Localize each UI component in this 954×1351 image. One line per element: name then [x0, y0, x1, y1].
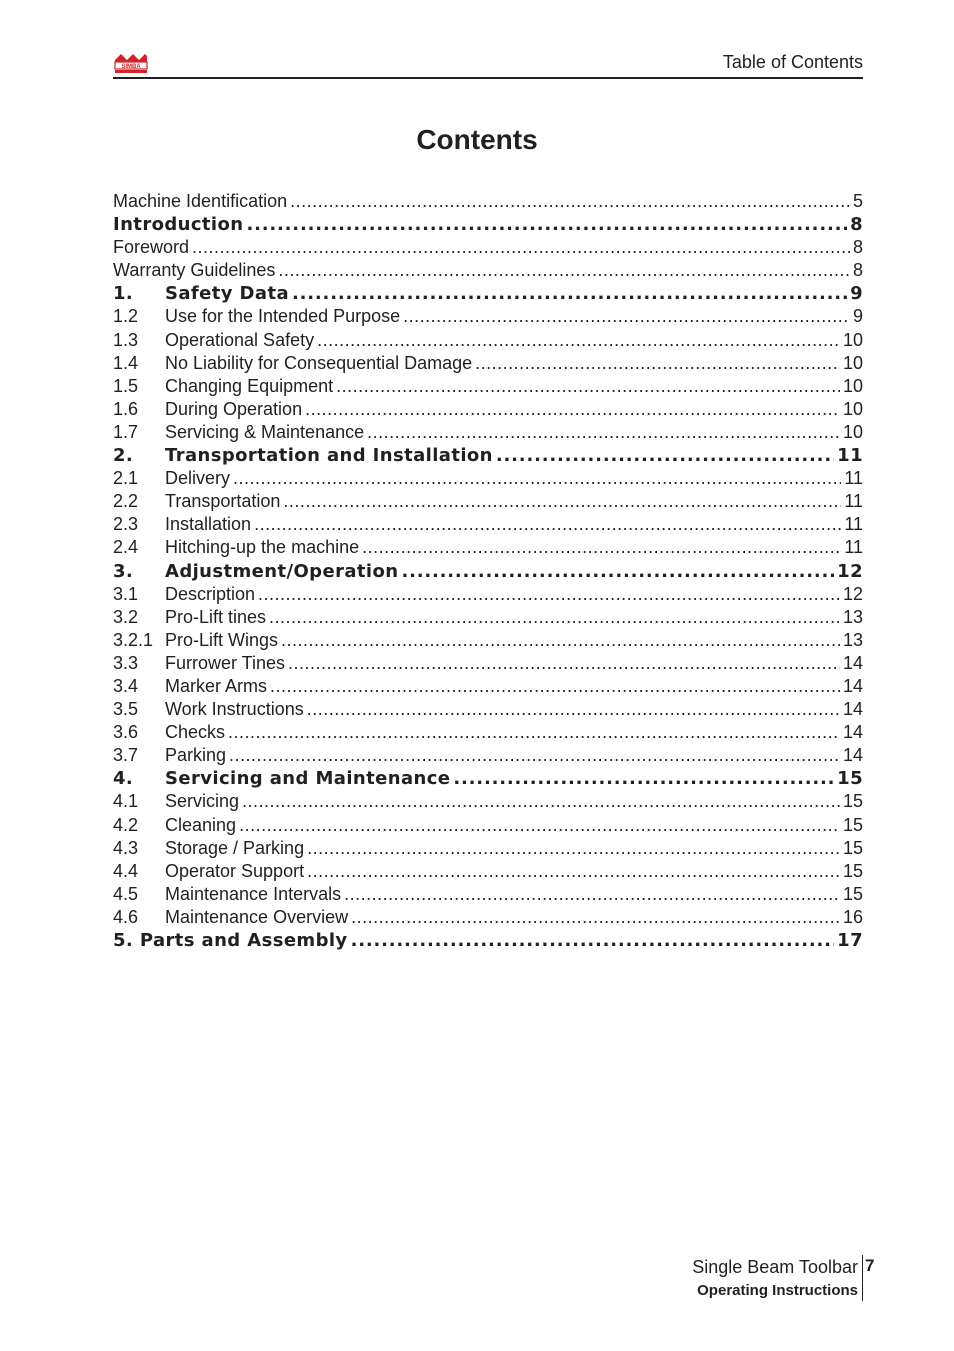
toc-entry[interactable]: [113, 467, 863, 490]
toc-entry-page: 10: [842, 375, 863, 396]
toc-entry-label: Work Instructions: [165, 699, 304, 720]
toc-entry-page: 15: [842, 814, 863, 835]
toc-entry-page: 15: [837, 768, 863, 790]
toc-leader-dots: [307, 698, 840, 721]
toc-entry-page: 12: [837, 560, 863, 582]
page-footer: [692, 1255, 863, 1303]
toc-entry-label: Description: [165, 583, 256, 604]
toc-entry-number: 2.2: [113, 491, 139, 512]
toc-entry[interactable]: [113, 583, 863, 606]
toc-leader-dots: [362, 536, 841, 559]
toc-leader-dots: [258, 583, 840, 606]
toc-entry[interactable]: [113, 490, 863, 513]
toc-entry[interactable]: [113, 698, 863, 721]
toc-entry[interactable]: [113, 259, 863, 282]
toc-entry-number: 4.3: [113, 837, 139, 858]
toc-entry-number: 4.2: [113, 814, 139, 835]
toc-leader-dots: [229, 744, 840, 767]
toc-entry-label: Installation: [165, 514, 252, 535]
toc-entry-page: 8: [850, 214, 863, 236]
toc-entry-number: 3.: [113, 560, 134, 582]
toc-entry[interactable]: [113, 282, 863, 305]
footer-product-title: Single Beam Toolbar: [692, 1257, 858, 1277]
toc-entry-label: Operator Support: [165, 860, 305, 881]
toc-entry[interactable]: [113, 837, 863, 860]
toc-entry-number: 1.7: [113, 421, 139, 442]
toc-leader-dots: [192, 236, 850, 259]
toc-entry-label: Maintenance Overview: [165, 906, 349, 927]
footer-subtitle: Operating Instructions: [697, 1282, 858, 1299]
toc-entry-label: Changing Equipment: [165, 375, 334, 396]
toc-entry[interactable]: [113, 860, 863, 883]
toc-entry-label: Transportation and Installation: [165, 445, 493, 467]
toc-entry-page: 17: [837, 930, 863, 951]
toc-entry-label: Cleaning: [165, 814, 237, 835]
toc-entry[interactable]: [113, 560, 863, 583]
toc-entry-label: 5. Parts and Assembly: [113, 930, 348, 951]
toc-leader-dots: [239, 814, 840, 837]
toc-entry-number: 4.6: [113, 906, 139, 927]
toc-entry-number: 1.2: [113, 306, 139, 327]
toc-entry-label: Maintenance Intervals: [165, 883, 342, 904]
toc-leader-dots: [228, 721, 840, 744]
toc-entry-page: 10: [842, 329, 863, 350]
toc-entry-number: 3.3: [113, 652, 139, 673]
toc-leader-dots: [351, 906, 840, 929]
toc-entry-page: 15: [842, 883, 863, 904]
toc-leader-dots: [270, 675, 840, 698]
toc-leader-dots: [344, 883, 840, 906]
toc-entry[interactable]: [113, 305, 863, 328]
toc-entry[interactable]: [113, 929, 863, 952]
toc-entry-number: 1.6: [113, 398, 139, 419]
toc-entry-number: 3.2: [113, 606, 139, 627]
toc-entry[interactable]: [113, 814, 863, 837]
toc-entry-page: 9: [852, 306, 863, 327]
toc-leader-dots: [453, 767, 834, 790]
toc-entry-page: 9: [850, 283, 863, 305]
toc-entry-label: No Liability for Consequential Damage: [165, 352, 473, 373]
toc-leader-dots: [351, 929, 835, 952]
toc-entry-page: 14: [842, 675, 863, 696]
toc-entry[interactable]: [113, 398, 863, 421]
toc-entry-label: Pro-Lift Wings: [165, 629, 279, 650]
toc-entry-label: Storage / Parking: [165, 837, 305, 858]
toc-entry[interactable]: [113, 744, 863, 767]
toc-entry[interactable]: [113, 790, 863, 813]
toc-leader-dots: [269, 606, 840, 629]
page-number: 7: [865, 1256, 875, 1275]
toc-leader-dots: [292, 282, 847, 305]
page-title: Contents: [416, 124, 538, 155]
toc-entry-label: Delivery: [165, 468, 231, 489]
toc-leader-dots: [367, 421, 840, 444]
toc-entry-number: 3.4: [113, 675, 139, 696]
toc-entry-page: 14: [842, 652, 863, 673]
page-header: [113, 50, 863, 79]
toc-entry-page: 11: [844, 491, 863, 512]
toc-entry-label: Safety Data: [165, 283, 289, 305]
toc-entry-number: 2.3: [113, 514, 139, 535]
toc-entry-label: Marker Arms: [165, 675, 268, 696]
toc-leader-dots: [281, 629, 840, 652]
toc-entry-page: 10: [842, 421, 863, 442]
toc-entry-number: 3.1: [113, 583, 139, 604]
toc-leader-dots: [242, 790, 840, 813]
toc-entry-number: 2.4: [113, 537, 139, 558]
toc-entry-number: 1.3: [113, 329, 139, 350]
toc-leader-dots: [336, 375, 840, 398]
toc-entry-number: 3.2.1: [113, 629, 154, 650]
toc-entry-number: 4.4: [113, 860, 139, 881]
toc-leader-dots: [246, 213, 847, 236]
toc-entry-page: 11: [844, 468, 863, 489]
toc-entry[interactable]: [113, 606, 863, 629]
toc-entry-number: 2.: [113, 445, 134, 467]
toc-leader-dots: [403, 305, 850, 328]
toc-entry-page: 11: [837, 445, 863, 467]
toc-entry-number: 3.5: [113, 699, 139, 720]
toc-entry-page: 10: [842, 398, 863, 419]
toc-entry-label: Servicing: [165, 791, 240, 812]
toc-entry-page: 14: [842, 699, 863, 720]
toc-leader-dots: [233, 467, 841, 490]
toc-entry-page: 13: [842, 629, 863, 650]
toc-entry-label: Foreword: [113, 237, 190, 258]
toc-leader-dots: [290, 190, 850, 213]
toc-entry-label: Transportation: [165, 491, 281, 512]
toc-entry-page: 10: [842, 352, 863, 373]
toc-entry-number: 3.6: [113, 722, 139, 743]
toc-entry-page: 15: [842, 860, 863, 881]
header-section-title: Table of Contents: [722, 52, 863, 72]
toc-entry-label: Introduction: [113, 214, 244, 236]
toc-entry[interactable]: [113, 352, 863, 375]
toc-entry-label: Parking: [165, 745, 227, 766]
table-of-contents: [113, 190, 863, 952]
toc-leader-dots: [496, 444, 834, 467]
toc-entry-page: 11: [844, 514, 863, 535]
toc-entry[interactable]: [113, 536, 863, 559]
toc-entry[interactable]: [113, 629, 863, 652]
toc-entry-label: Use for the Intended Purpose: [165, 306, 401, 327]
toc-entry-label: Servicing and Maintenance: [165, 768, 451, 790]
toc-entry[interactable]: [113, 213, 863, 236]
toc-entry[interactable]: [113, 236, 863, 259]
toc-entry-number: 1.: [113, 283, 134, 305]
toc-entry-number: 2.1: [113, 468, 139, 489]
toc-entry-label: Pro-Lift tines: [165, 606, 267, 627]
toc-entry-number: 4.5: [113, 883, 139, 904]
toc-entry[interactable]: [113, 513, 863, 536]
toc-entry-number: 1.5: [113, 375, 139, 396]
toc-entry[interactable]: [113, 767, 863, 790]
toc-entry-page: 16: [842, 906, 863, 927]
toc-entry-label: During Operation: [165, 398, 303, 419]
toc-leader-dots: [475, 352, 840, 375]
toc-entry-page: 11: [844, 537, 863, 558]
toc-entry[interactable]: [113, 190, 863, 213]
toc-entry-number: 1.4: [113, 352, 139, 373]
toc-entry-label: Machine Identification: [113, 191, 288, 211]
toc-leader-dots: [288, 652, 840, 675]
toc-entry-page: 14: [842, 745, 863, 766]
toc-entry-label: Furrower Tines: [165, 652, 286, 673]
toc-entry-label: Operational Safety: [165, 329, 315, 350]
toc-entry-number: 3.7: [113, 745, 139, 766]
footer-divider: [862, 1255, 863, 1301]
toc-entry-page: 14: [842, 722, 863, 743]
toc-entry-page: 12: [842, 583, 863, 604]
toc-entry-number: 4.: [113, 768, 134, 790]
toc-leader-dots: [307, 837, 840, 860]
toc-entry-label: Checks: [165, 722, 226, 743]
toc-leader-dots: [307, 860, 840, 883]
toc-leader-dots: [305, 398, 840, 421]
toc-entry-number: 4.1: [113, 791, 139, 812]
toc-entry-label: Adjustment/Operation: [165, 560, 399, 582]
toc-entry-label: Hitching-up the machine: [165, 537, 360, 558]
toc-entry[interactable]: [113, 721, 863, 744]
svg-text:SIMBA: SIMBA: [121, 64, 141, 70]
toc-leader-dots: [317, 329, 840, 352]
toc-leader-dots: [254, 513, 841, 536]
toc-entry[interactable]: [113, 375, 863, 398]
toc-entry[interactable]: [113, 675, 863, 698]
toc-entry[interactable]: [113, 421, 863, 444]
toc-entry-label: Warranty Guidelines: [113, 260, 276, 281]
toc-entry[interactable]: [113, 883, 863, 906]
toc-leader-dots: [278, 259, 850, 282]
toc-entry-page: 8: [852, 237, 863, 258]
toc-entry-label: Servicing & Maintenance: [165, 421, 365, 442]
toc-entry-page: 13: [842, 606, 863, 627]
toc-entry[interactable]: [113, 652, 863, 675]
toc-leader-dots: [401, 560, 834, 583]
toc-entry-page: 8: [852, 260, 863, 281]
toc-entry-page: 5: [852, 191, 863, 211]
simba-logo: [113, 52, 149, 74]
toc-entry[interactable]: [113, 906, 863, 929]
toc-entry[interactable]: [113, 444, 863, 467]
toc-entry-page: 15: [842, 837, 863, 858]
toc-entry[interactable]: [113, 329, 863, 352]
toc-leader-dots: [283, 490, 841, 513]
toc-entry-page: 15: [842, 791, 863, 812]
